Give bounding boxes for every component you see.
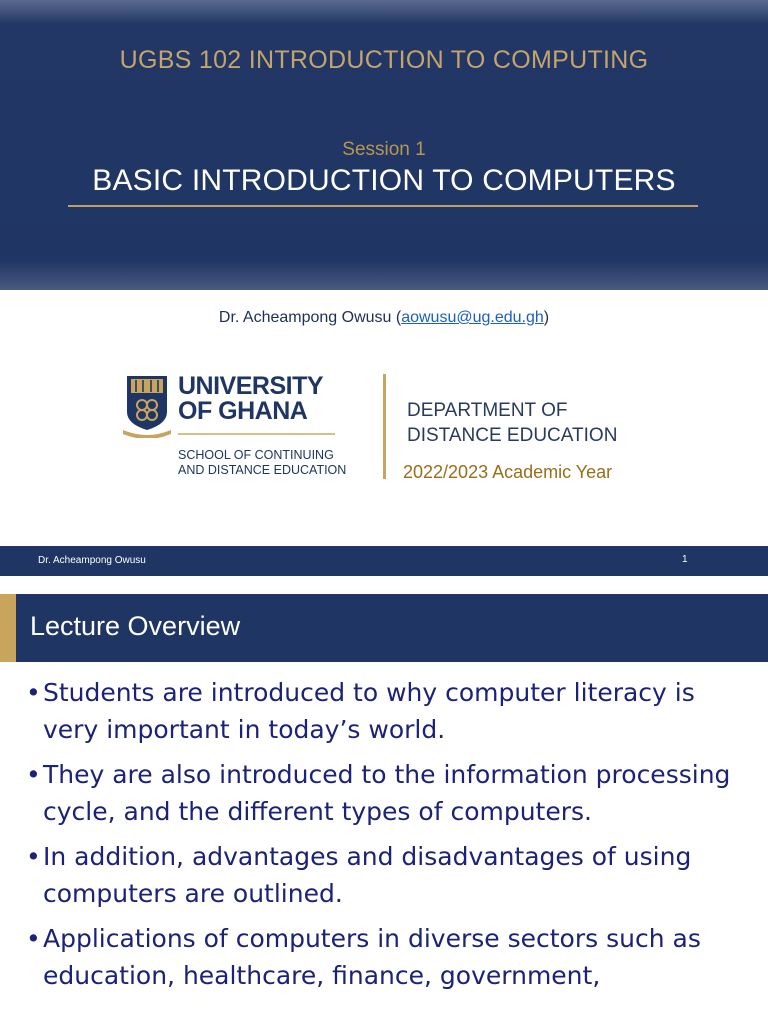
author-name: Dr. Acheampong Owusu ( bbox=[218, 309, 402, 326]
school-name-line2: AND DISTANCE EDUCATION bbox=[178, 463, 347, 477]
bullet-list bbox=[26, 674, 756, 1002]
bullet-item: • Students are introduced to why computer literacy is very important in today’s world. bbox=[26, 674, 756, 748]
university-name-line2: OF GHANA bbox=[178, 397, 308, 425]
section-title: Lecture Overview bbox=[30, 611, 241, 641]
header-accent-bar bbox=[0, 594, 16, 662]
university-name-line1: UNIVERSITY bbox=[178, 372, 324, 400]
school-name bbox=[178, 448, 346, 478]
title-underline bbox=[68, 205, 698, 207]
academic-year: 2022/2023 Academic Year bbox=[403, 462, 613, 482]
bullet-item: • In addition, advantages and disadvantages of using computers are outlined. bbox=[26, 838, 756, 912]
bullet-item: • They are also introduced to the information processing cycle, and the different types of computers. bbox=[26, 756, 756, 830]
title-slide-header bbox=[0, 0, 768, 290]
author-email-link[interactable]: aowusu@ug.edu.gh bbox=[401, 309, 544, 326]
bullet-item: • Applications of computers in diverse sectors such as education, healthcare, finance, government, bbox=[26, 920, 756, 994]
school-name-line1: SCHOOL OF CONTINUING bbox=[178, 448, 334, 462]
department-line1: DEPARTMENT OF bbox=[407, 400, 568, 421]
session-label: Session 1 bbox=[342, 139, 426, 160]
main-title: BASIC INTRODUCTION TO COMPUTERS bbox=[92, 164, 676, 197]
overview-slide-header bbox=[0, 594, 768, 662]
author-suffix: ) bbox=[543, 309, 550, 326]
logo-vertical-divider bbox=[383, 374, 386, 479]
logo-divider bbox=[178, 433, 335, 435]
university-name bbox=[178, 374, 323, 424]
author-line bbox=[0, 309, 768, 327]
department-name bbox=[407, 398, 617, 448]
course-title: UGBS 102 INTRODUCTION TO COMPUTING bbox=[119, 46, 649, 74]
footer-author: Dr. Acheampong Owusu bbox=[38, 555, 146, 566]
slide-number: 1 bbox=[682, 554, 688, 565]
department-line2: DISTANCE EDUCATION bbox=[407, 425, 618, 446]
slide-footer bbox=[0, 546, 768, 576]
university-crest-icon bbox=[122, 374, 172, 438]
